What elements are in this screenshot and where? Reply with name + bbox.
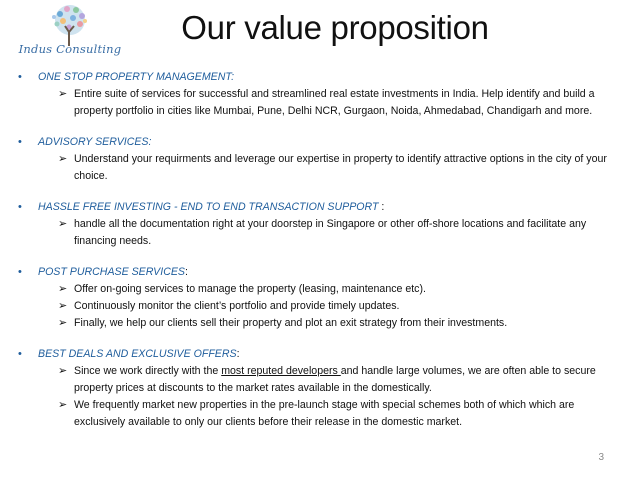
arrow-bullet-icon: ➢ xyxy=(58,153,68,165)
item-text: Finally, we help our clients sell their property and plot an exit strategy from their investments. xyxy=(74,317,508,329)
logo-text: Indus Consulting xyxy=(18,42,122,56)
heading-text: HASSLE FREE INVESTING - END TO END TRANSACTION SUPPORT xyxy=(38,201,382,213)
item-text: Understand your requirments and leverage our expertise in property to identify attractive options in the city of your choice. xyxy=(74,153,607,182)
section-heading xyxy=(18,69,608,86)
list-item xyxy=(18,298,608,315)
heading-colon: : xyxy=(184,266,188,278)
item-text: Offer on-going services to manage the property (leasing, maintenance etc). xyxy=(74,283,426,295)
heading-colon: : xyxy=(236,348,240,360)
page-number: 3 xyxy=(598,452,604,463)
section-advisory xyxy=(18,134,608,185)
heading-text: BEST DEALS AND EXCLUSIVE OFFERS xyxy=(38,348,237,360)
page-title: Our value proposition xyxy=(181,9,489,46)
list-item xyxy=(18,397,608,431)
section-heading xyxy=(18,199,608,216)
company-logo xyxy=(10,2,130,60)
list-item xyxy=(18,216,608,250)
heading-colon: : xyxy=(231,71,235,83)
heading-text: ONE STOP PROPERTY MANAGEMENT xyxy=(38,71,232,83)
list-item xyxy=(18,363,608,397)
item-text: We frequently market new properties in the pre-launch stage with special schemes both of which which are exclusively available to only our clients before their release in the domestic market. xyxy=(74,399,575,428)
arrow-bullet-icon: ➢ xyxy=(58,399,68,411)
heading-colon: : xyxy=(148,136,152,148)
heading-text: POST PURCHASE SERVICES xyxy=(38,266,185,278)
heading-text: ADVISORY SERVICES xyxy=(38,136,149,148)
section-heading xyxy=(18,346,608,363)
list-item xyxy=(18,281,608,298)
item-text-start: Since we work directly with the xyxy=(74,365,222,377)
arrow-bullet-icon: ➢ xyxy=(58,317,68,329)
section-hassle-free xyxy=(18,199,608,250)
list-item xyxy=(18,315,608,332)
slide-content xyxy=(18,69,608,445)
bullet-icon: • xyxy=(18,201,22,213)
arrow-bullet-icon: ➢ xyxy=(58,218,68,230)
underlined-text: most reputed developers xyxy=(221,365,341,377)
list-item xyxy=(18,151,608,185)
section-heading xyxy=(18,134,608,151)
bullet-icon: • xyxy=(18,71,22,83)
item-text xyxy=(74,365,596,394)
tree-logo-icon xyxy=(40,2,100,46)
arrow-bullet-icon: ➢ xyxy=(58,365,68,377)
item-text-end: and handle large volumes, we are often able to secure property prices at discounts to the market rates available in the domestically. xyxy=(74,365,596,394)
arrow-bullet-icon: ➢ xyxy=(58,88,68,100)
bullet-icon: • xyxy=(18,266,22,278)
section-one-stop xyxy=(18,69,608,120)
item-text: Continuously monitor the client’s portfolio and provide timely updates. xyxy=(74,300,400,312)
arrow-bullet-icon: ➢ xyxy=(58,283,68,295)
section-heading xyxy=(18,264,608,281)
section-best-deals xyxy=(18,346,608,431)
arrow-bullet-icon: ➢ xyxy=(58,300,68,312)
bullet-icon: • xyxy=(18,348,22,360)
heading-colon: : xyxy=(381,201,385,213)
section-post-purchase xyxy=(18,264,608,332)
list-item xyxy=(18,86,608,120)
bullet-icon: • xyxy=(18,136,22,148)
item-text: Entire suite of services for successful and streamlined real estate investments in India. Help identify and build a property portfolio in cities like Mumbai, Pune, Delhi NCR, Gurgaon, Noida, Ahmedabad, Chandigarh and more. xyxy=(74,88,595,117)
item-text: handle all the documentation right at your doorstep in Singapore or other off-shore locations and facilitate any financing needs. xyxy=(74,218,587,247)
